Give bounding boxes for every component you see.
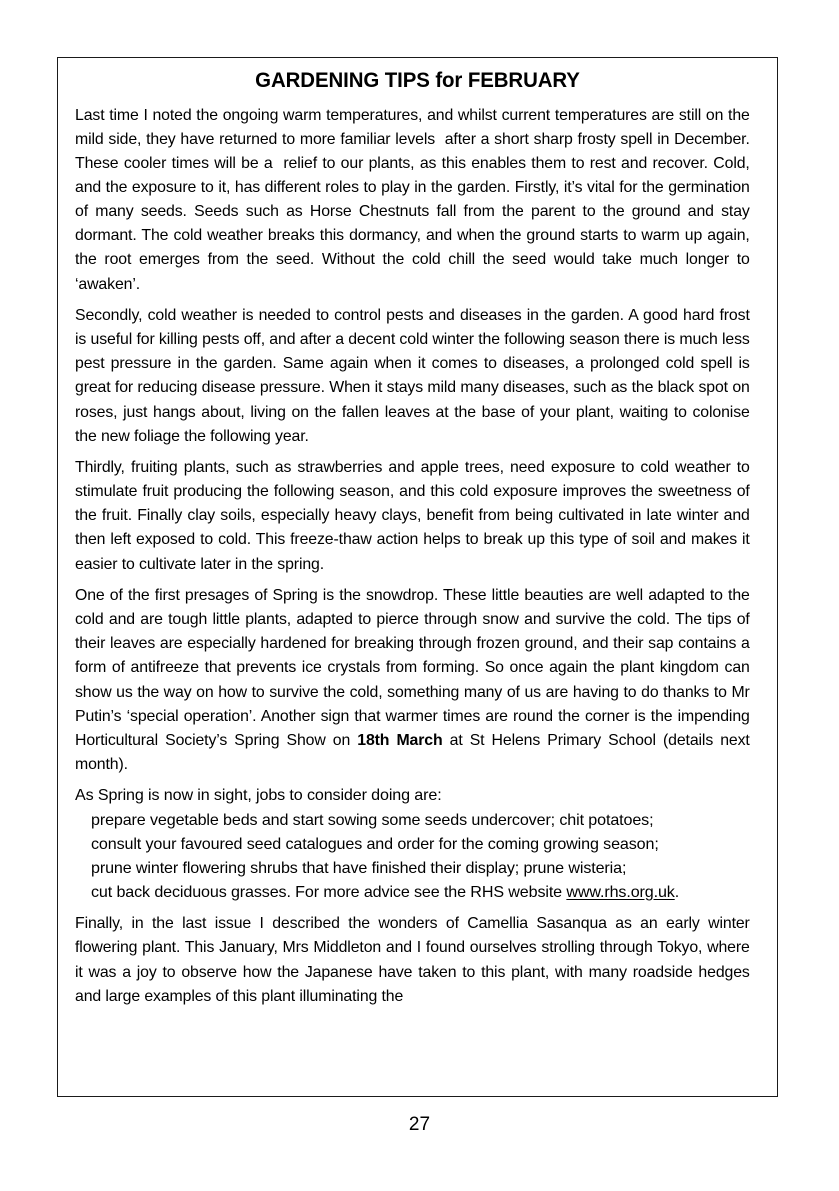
list-item-text: cut back deciduous grasses. For more advice see the RHS website [91,882,567,901]
page-number: 27 [408,1114,431,1135]
list-item: consult your favoured seed catalogues and order for the coming growing season; [91,834,659,853]
paragraph-fruiting-plants: Thirdly, fruiting plants, such as strawberries and apple trees, need exposure to cold weather to stimulate fruit producing the following season, and this cold exposure improves the sweetness of the fruit. Finally clay soils, especially heavy clays, benefit from being cultivated in late winter and then left exposed to cold. This freeze-thaw action helps to break up this type of soil and makes it easier to cultivate later in the spring. [75,458,755,573]
paragraph-pests-diseases: Secondly, cold weather is needed to control pests and diseases in the garden. A good hard frost is useful for killing pests off, and after a decent cold winter the following season there is much less pest pressure in the garden. Same again when it comes to diseases, a prolonged cold spell is great for reducing disease pressure. When it stays mild many diseases, such as the black spot on roses, just hangs about, living on the fallen leaves at the base of your plant, waiting to colonise the new foliage the following year. [75,306,755,445]
jobs-list-intro: As Spring is now in sight, jobs to consider doing are: [75,786,442,805]
list-item: prepare vegetable beds and start sowing some seeds undercover; chit potatoes; [91,810,654,829]
jobs-list [75,808,760,904]
paragraph-camellia-sasanqua: Finally, in the last issue I described the wonders of Camellia Sasanqua as an early winter flowering plant. This January, Mrs Middleton and I found ourselves strolling through Tokyo, where it was a joy to observe how the Japanese have taken to this plant, with many roadside hedges and large examples of this plant illuminating the [75,914,755,1005]
list-item [75,880,760,904]
page-title: GARDENING TIPS for FEBRUARY [255,68,580,92]
list-item: prune winter flowering shrubs that have finished their display; prune wisteria; [91,858,627,877]
article-border-box [57,57,778,1097]
rhs-website-link[interactable]: www.rhs.org.uk [566,882,675,901]
paragraph-snowdrop [75,583,755,776]
paragraph-intro-cold: Last time I noted the ongoing warm temperatures, and whilst current temperatures are still on the mild side, they have returned to more familiar levels after a short sharp frosty spell in December. These cooler times will be a relief to our plants, as this enables them to rest and recover. Cold, and the exposure to it, has different roles to play in the garden. Firstly, it’s vital for the germination of many seeds. Seeds such as Horse Chestnuts fall from the parent to the ground and stay dormant. The cold weather breaks this dormancy, and when the ground starts to warm up again, the root emerges from the seed. Without the cold chill the seed would take much longer to ‘awaken’. [75,105,755,293]
list-item-text-suffix: . [674,882,680,901]
paragraph-snowdrop-text-before: One of the first presages of Spring is the snowdrop. These little beauties are well adapted to the cold and are tough little plants, adapted to pierce through snow and survive the cold. The tips of their leaves are especially hardened for breaking through frozen ground, and their sap contains a form of antifreeze that prevents ice crystals from forming. So once again the plant kingdom can show us the way on how to survive the cold, something many of us are having to do thanks to Mr Putin’s ‘special operation’. Another sign that warmer times are round the corner is the impending Horticultural Society’s Spring Show on [75,586,755,749]
paragraph-snowdrop-text-after: at St Helens Primary School (details next month). [75,730,755,773]
article-content [58,58,777,1008]
spring-show-date: 18th March [357,730,443,749]
